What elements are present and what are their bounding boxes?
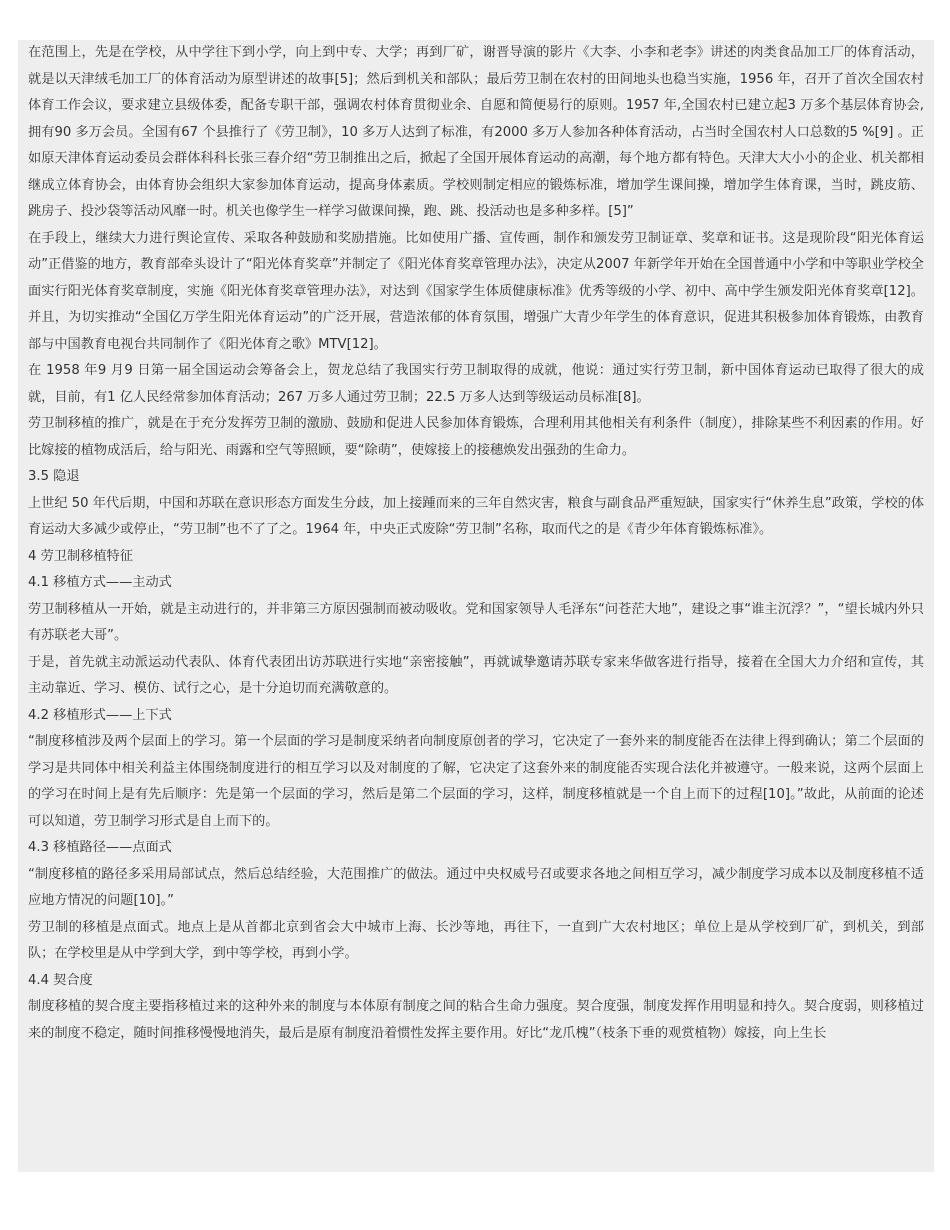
paragraph-retreat: 上世纪 50 年代后期，中国和苏联在意识形态方面发生分歧，加上接踵而来的三年自然灾害，粮食与副食品严重短缺，国家实行“休养生息”政策，学校的体育运动大多减少或停止，“劳卫制”也不了了之。1964 年，中央正式废除“劳卫制”名称，取而代之的是《青少年体育锻炼标准》。 xyxy=(28,495,925,537)
paragraph-path: 劳卫制的移植是点面式。地点上是从首都北京到省会大中城市上海、长沙等地，再往下，一直到广大农村地区；单位上是从学校到厂矿，到机关，到部队；在学校里是从中学到大学，到中等学校，再到小学。 xyxy=(28,919,924,961)
paragraph-path-quote: “制度移植的路径多采用局部试点，然后总结经验，大范围推广的做法。通过中央权威号召或要求各地之间相互学习，减少制度学习成本以及制度移植不适应地方情况的问题[10]。” xyxy=(28,866,924,908)
section-heading-4-3: 4.3 移植路径——点面式 xyxy=(28,840,172,855)
paragraph-active-2: 于是，首先就主动派运动代表队、体育代表团出访苏联进行实地“亲密接触”，再就诚挚邀请苏联专家来华做客进行指导，接着在全国大力介绍和宣传，其主动靠近、学习、模仿、试行之心，是十分迫切而充满敬意的。 xyxy=(28,654,924,696)
paragraph-promotion: 劳卫制移植的推广，就是在于充分发挥劳卫制的激励、鼓励和促进人民参加体育锻炼，合理利用其他相关有利条件（制度），排除某些不利因素的作用。好比嫁接的植物成活后，给与阳光、雨露和空气等照顾，要“除萌”，使嫁接上的接穗焕发出强劲的生命力。 xyxy=(28,416,924,458)
paragraph-fit: 制度移植的契合度主要指移植过来的这种外来的制度与本体原有制度之间的粘合生命力强度。契合度强，制度发挥作用明显和持久。契合度弱，则移植过来的制度不稳定，随时间推移慢慢地消失，最后是原有制度沿着惯性发挥主要作用。好比“龙爪槐”（枝条下垂的观赏植物）嫁接，向上生长 xyxy=(28,999,924,1041)
section-heading-4-1: 4.1 移植方式——主动式 xyxy=(28,575,172,590)
paragraph-means: 在手段上，继续大力进行舆论宣传、采取各种鼓励和奖励措施。比如使用广播、宣传画，制作和颁发劳卫制证章、奖章和证书。这是现阶段“阳光体育运动”正借鉴的地方，教育部牵头设计了“阳光体育奖章”并制定了《阳光体育奖章管理办法》，决定从2007 年新学年开始在全国普通中小学和中等职业学校全面实行阳光体育奖章制度，实施《阳光体育奖章管理办法》，对达到《国家学生体质健康标准》优秀等级的小学、初中、高中学生颁发阳光体育奖章[12]。并且，为切实推动“全国亿万学生阳光体育运动”的广泛开展，营造浓郁的体育氛围，增强广大青少年学生的体育意识，促进其积极参加体育锻炼，由教育部与中国教育电视台共同制作了《阳光体育之歌》MTV[12]。 xyxy=(28,230,924,352)
paragraph-active-1: 劳卫制移植从一开始，就是主动进行的，并非第三方原因强制而被动吸收。党和国家领导人毛泽东“问苍茫大地”，建设之事“谁主沉浮？”，“望长城内外只有苏联老大哥”。 xyxy=(28,601,924,643)
paragraph-top-down: “制度移植涉及两个层面上的学习。第一个层面的学习是制度采纳者向制度原创者的学习，它决定了一套外来的制度能否在法律上得到确认；第二个层面的学习是共同体中相关利益主体围绕制度进行的相互学习以及对制度的了解，它决定了这套外来的制度能否实现合法化并被遵守。一般来说，这两个层面上的学习在时间上是有先后顺序：先是第一个层面的学习，然后是第二个层面的学习，这样，制度移植就是一个自上而下的过程[10]。”故此，从前面的论述可以知道，劳卫制学习形式是自上而下的。 xyxy=(28,734,924,829)
section-heading-4: 4 劳卫制移植特征 xyxy=(28,548,133,564)
paragraph-scope: 在范围上，先是在学校，从中学往下到小学，向上到中专、大学；再到厂矿，谢晋导演的影片《大李、小李和老李》讲述的肉类食品加工厂的体育活动，就是以天津绒毛加工厂的体育活动为原型讲述的故事[5]；然后到机关和部队；最后劳卫制在农村的田间地头也稳当实施，1956 年，召开了首次全国农村体育工作会议，要求建立县级体委，配备专职干部，强调农村体育贯彻业余、自愿和简便易行的原则。1957 年,全国农村已建立起3 万多个基层体育协会,拥有90 多万会员。全国有67 个县推行了《劳卫制》，10 多万人达到了标准，有2000 多万人参加各种体育活动，占当时全国农村人口总数的5 %[9] 。正如原天津体育运动委员会群体科科长张三春介绍“劳卫制推出之后，掀起了全国开展体育运动的高潮，每个地方都有特色。天津大大小小的企业、机关都相继成立体育协会，由体育协会组织大家参加体育运动，提高身体素质。学校则制定相应的锻炼标准，增加学生课间操，增加学生体育课，当时，跳皮筋、跳房子、投沙袋等活动风靡一时。机关也像学生一样学习做课间操，跑、跳、投活动也是多种多样。[5]” xyxy=(28,45,924,219)
document-page xyxy=(18,40,934,1172)
paragraph-1958-meeting: 在 1958 年9 月9 日第一届全国运动会筹备会上，贺龙总结了我国实行劳卫制取得的成就，他说：通过实行劳卫制，新中国体育运动已取得了很大的成就，目前，有1 亿人民经常参加体育活动；267 万多人通过劳卫制；22.5 万多人达到等级运动员标准[8]。 xyxy=(28,363,924,405)
section-heading-4-2: 4.2 移植形式——上下式 xyxy=(28,707,172,723)
section-heading-4-4: 4.4 契合度 xyxy=(28,972,93,988)
section-heading-3-5: 3.5 隐退 xyxy=(28,469,80,484)
